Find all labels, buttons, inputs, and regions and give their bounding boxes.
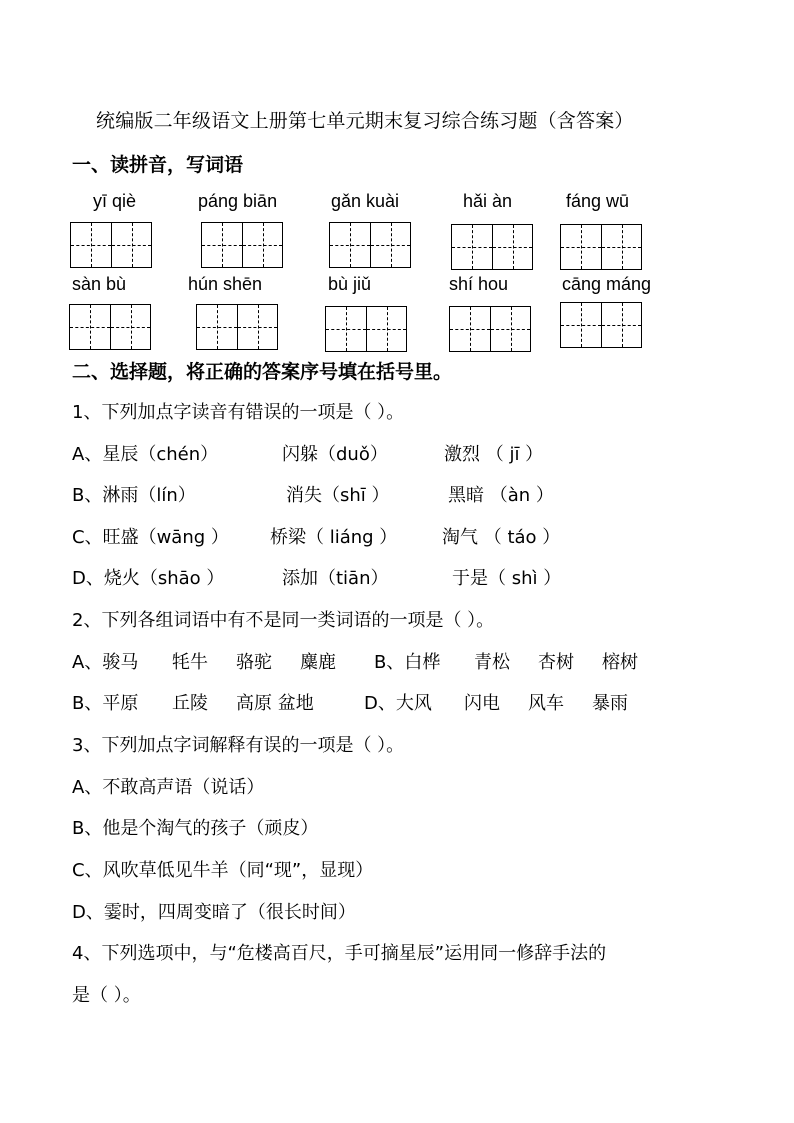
section-1-heading: 一、读拼音，写词语: [72, 154, 244, 176]
pinyin-word: shí hou: [449, 274, 509, 294]
writing-grid[interactable]: [196, 304, 278, 350]
question-1-stem: 1、下列加点字读音有错误的一项是（ ）。: [72, 402, 405, 423]
option-item: B、白桦: [374, 652, 441, 673]
option-item: C、旺盛（wāng ）: [72, 527, 229, 548]
question-3-option-c: C、风吹草低见牛羊（同“现”，显现）: [72, 860, 374, 881]
question-3-option-a: A、不敢高声语（说话）: [72, 777, 265, 798]
option-item: 闪电: [464, 693, 500, 714]
option-item: 桥梁（ liáng ）: [270, 527, 398, 548]
option-item: 麋鹿: [300, 652, 336, 673]
writing-grid[interactable]: [325, 306, 407, 352]
section-2-heading: 二、选择题，将正确的答案序号填在括号里。: [72, 361, 453, 383]
writing-grid[interactable]: [560, 224, 642, 270]
option-item: 黑暗 （àn ）: [448, 485, 554, 506]
option-item: A、骏马: [72, 652, 139, 673]
option-item: 于是（ shì ）: [452, 568, 562, 589]
option-item: 丘陵: [172, 693, 208, 714]
option-item: 杏树: [538, 652, 574, 673]
option-item: A、星辰（chén）: [72, 444, 219, 465]
pinyin-word: bù jiǔ: [328, 274, 372, 294]
pinyin-word: fáng wū: [566, 191, 630, 211]
pinyin-word: sàn bù: [72, 274, 127, 294]
question-4-stem-continued: 是（ ）。: [72, 985, 141, 1006]
writing-grid[interactable]: [70, 222, 152, 268]
option-item: D、大风: [364, 693, 432, 714]
pinyin-word: hún shēn: [188, 274, 263, 294]
writing-grid[interactable]: [329, 222, 411, 268]
pinyin-word: yī qiè: [93, 191, 137, 211]
question-3-option-d: D、霎时，四周变暗了（很长时间）: [72, 902, 356, 923]
question-2-stem: 2、下列各组词语中有不是同一类词语的一项是（ ）。: [72, 610, 495, 631]
writing-grid[interactable]: [451, 224, 533, 270]
pinyin-word: páng biān: [198, 191, 278, 211]
option-item: 风车: [528, 693, 564, 714]
document-title: 统编版二年级语文上册第七单元期末复习综合练习题（含答案）: [96, 110, 634, 132]
question-4-stem: 4、下列选项中，与“危楼高百尺，手可摘星辰”运用同一修辞手法的: [72, 943, 607, 964]
option-item: 高原 盆地: [236, 693, 314, 714]
writing-grid[interactable]: [69, 304, 151, 350]
question-3-option-b: B、他是个淘气的孩子（顽皮）: [72, 818, 319, 839]
writing-grid[interactable]: [201, 222, 283, 268]
option-item: 青松: [474, 652, 510, 673]
pinyin-word: gǎn kuài: [331, 191, 400, 211]
option-item: 消失（shī ）: [286, 485, 390, 506]
option-item: 骆驼: [236, 652, 272, 673]
option-item: B、淋雨（lín）: [72, 485, 196, 506]
writing-grid[interactable]: [560, 302, 642, 348]
option-item: 添加（tiān）: [282, 568, 389, 589]
option-item: 闪躲（duǒ）: [282, 444, 388, 465]
question-3-stem: 3、下列加点字词解释有误的一项是（ ）。: [72, 735, 405, 756]
option-item: B、平原: [72, 693, 139, 714]
option-item: 淘气 （ táo ）: [442, 527, 561, 548]
option-item: 暴雨: [592, 693, 628, 714]
option-item: 牦牛: [172, 652, 208, 673]
writing-grid[interactable]: [449, 306, 531, 352]
option-item: 榕树: [602, 652, 638, 673]
pinyin-word: hǎi àn: [463, 191, 513, 211]
option-item: 激烈 （ jī ）: [444, 444, 544, 465]
pinyin-word: cāng máng: [562, 274, 652, 294]
option-item: D、烧火（shāo ）: [72, 568, 225, 589]
